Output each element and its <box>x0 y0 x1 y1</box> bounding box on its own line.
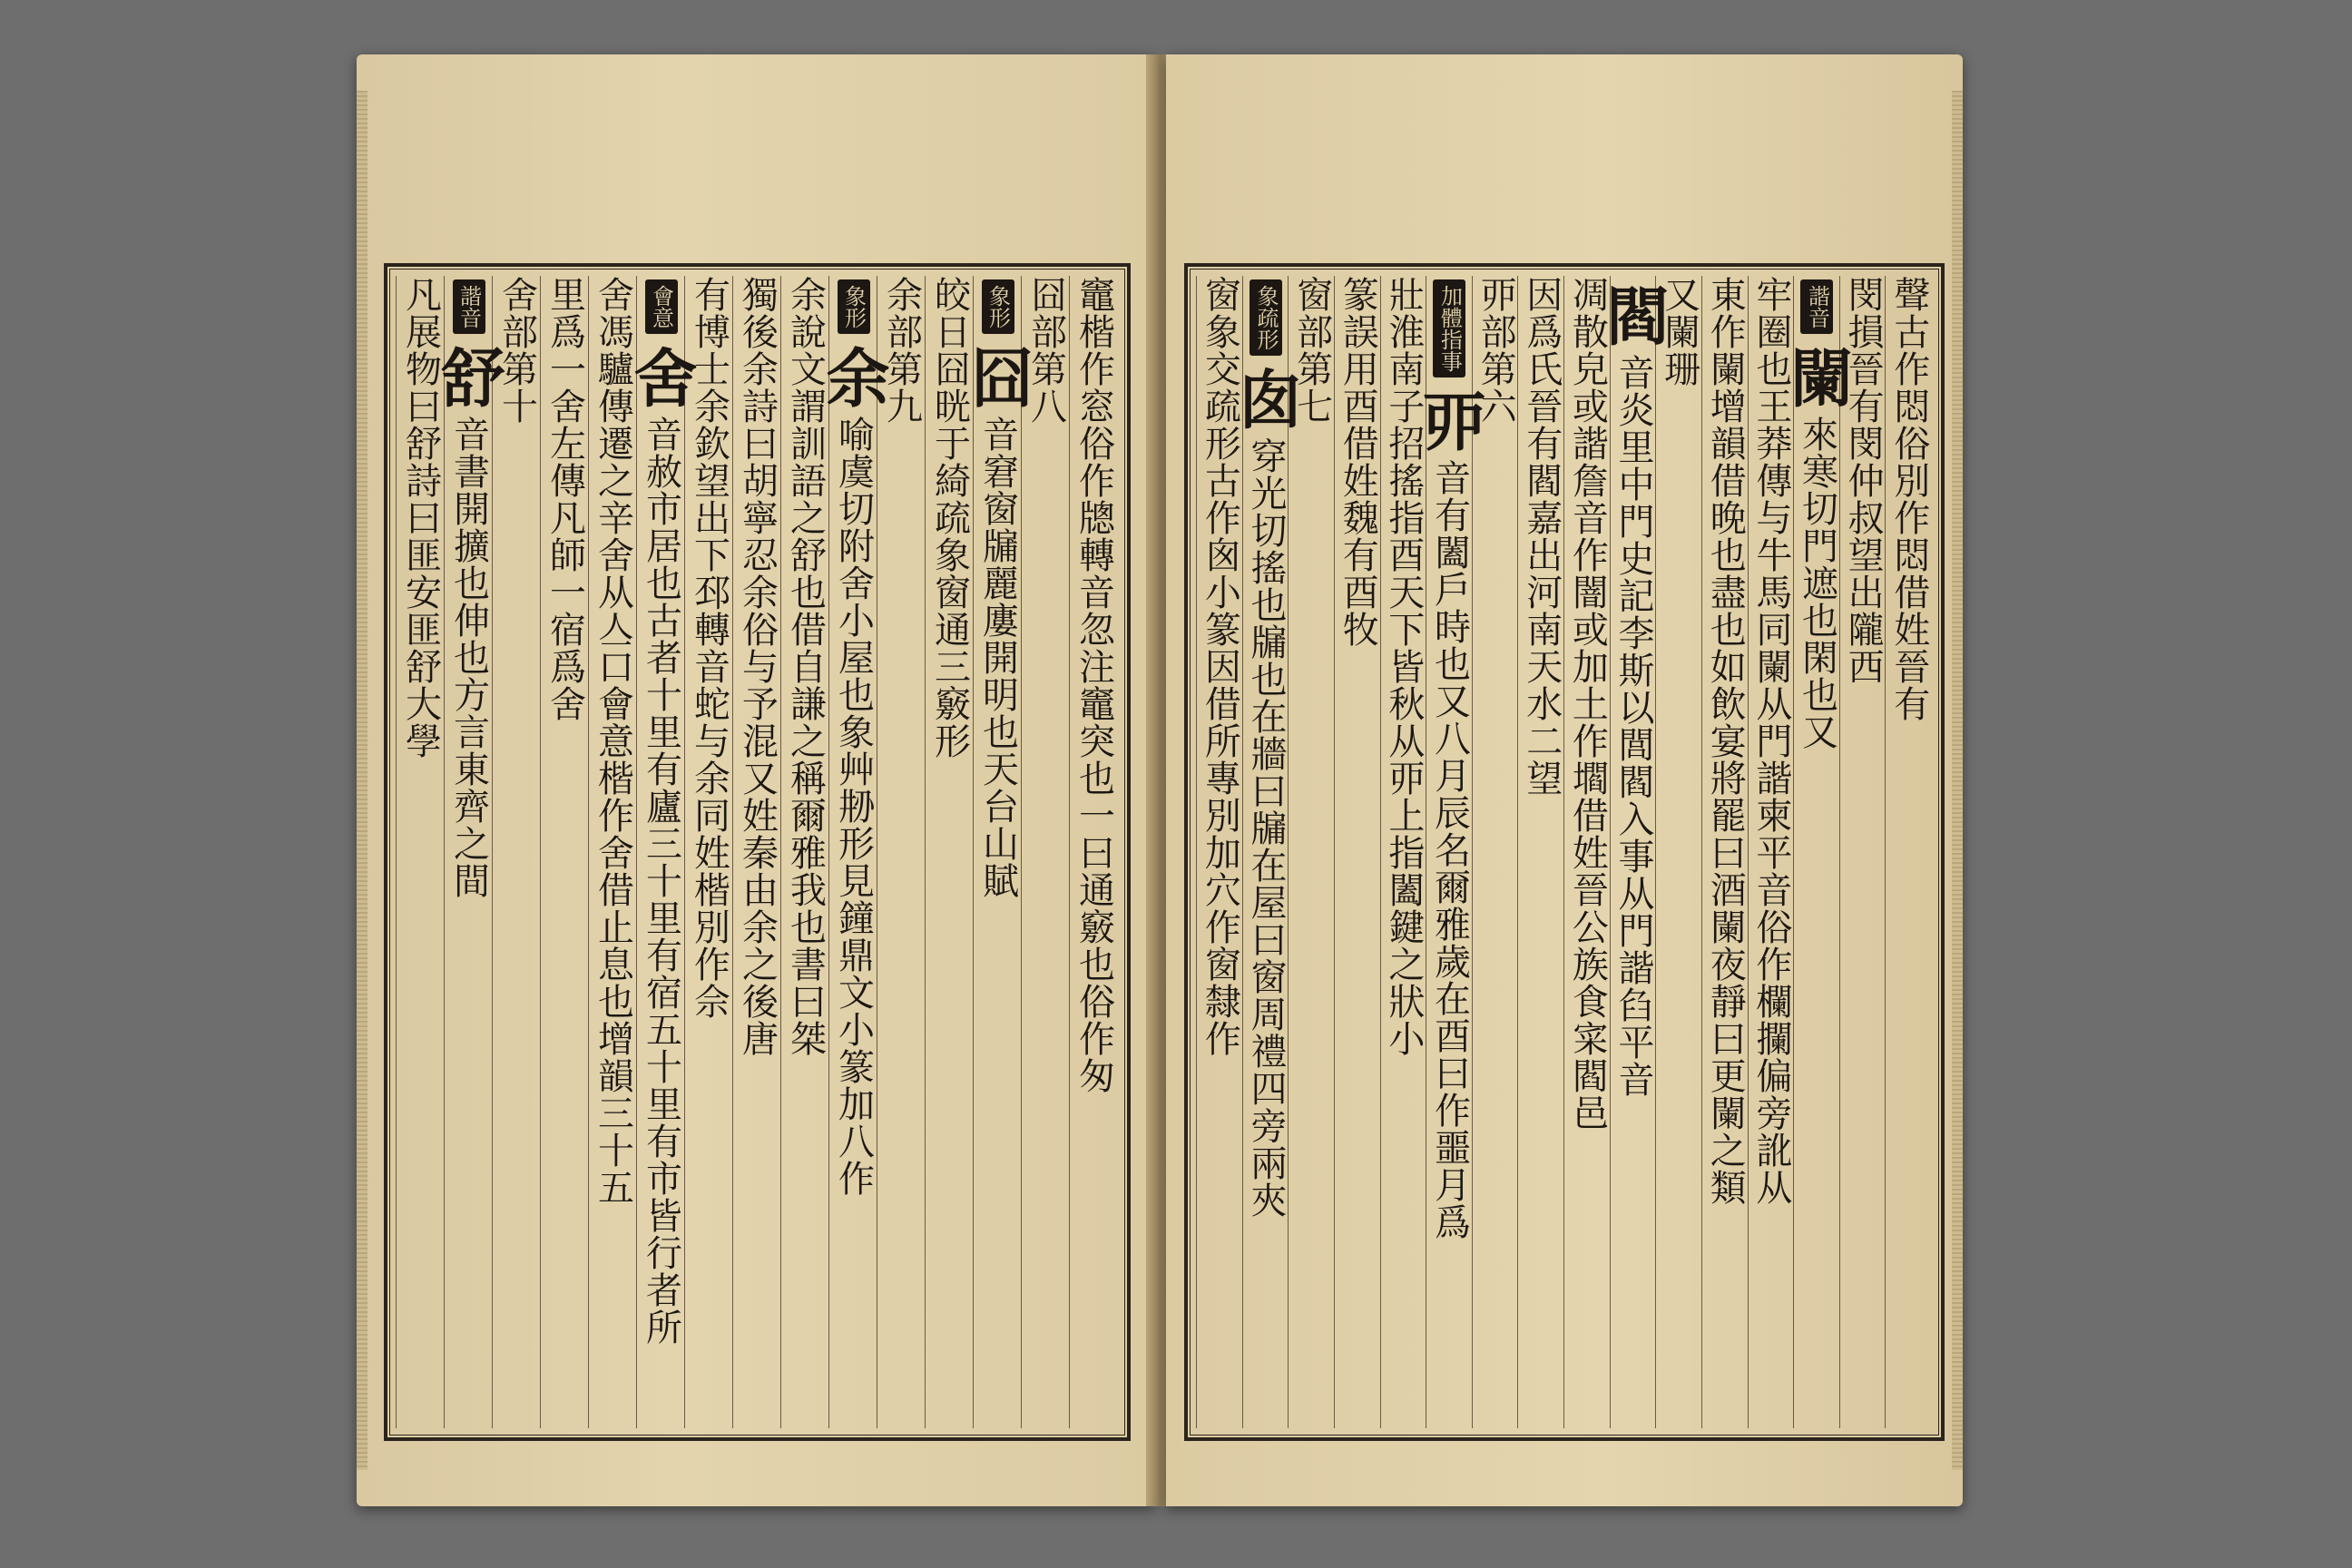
seal-label: 諧音 <box>453 279 485 334</box>
seal-label: 象形 <box>982 279 1014 334</box>
column-text: 東作闌增韻借晚也盡也如飲宴將罷曰酒闌夜靜曰更闌之類 <box>1704 276 1747 1206</box>
column-text: 獨後余詩曰胡寧忍余俗与予混又姓秦由余之後唐 <box>736 276 779 1057</box>
seal-label: 諧音 <box>1800 279 1833 334</box>
right-text-column <box>1288 276 1335 1428</box>
seal-label: 象疏形 <box>1250 279 1282 356</box>
column-text: 凡展物曰舒詩曰匪安匪舒大學 <box>399 276 442 760</box>
column-text: 篆誤用酉借姓魏有酉牧 <box>1337 276 1379 648</box>
column-text: 聲古作悶俗別作悶借姓晉有 <box>1887 276 1930 722</box>
right-text-column <box>1563 276 1611 1428</box>
left-text-column <box>588 276 637 1428</box>
left-text-column <box>540 276 589 1428</box>
column-text: 囧部第八 <box>1024 276 1067 425</box>
left-text-column <box>780 276 829 1428</box>
column-text: 因爲氏晉有閻嘉出河南天水二望 <box>1520 276 1563 797</box>
seal-label: 象形 <box>838 279 870 334</box>
left-text-column <box>684 276 733 1428</box>
right-text-column <box>1655 276 1702 1428</box>
open-book <box>357 54 1963 1506</box>
headword-character: 閻 <box>1595 283 1671 347</box>
right-text-column <box>1885 276 1932 1428</box>
left-text-column <box>623 276 699 1428</box>
left-text-frame <box>384 263 1131 1441</box>
column-text: 音赦市居也古者十里有廬三十里有宿五十里有市皆行者所 <box>640 416 682 1346</box>
left-text-column <box>960 276 1035 1428</box>
column-text: 音書開擴也伸也方言東齊之間 <box>447 416 490 899</box>
right-text-column <box>1228 276 1304 1428</box>
left-text-column <box>492 276 541 1428</box>
left-text-column <box>431 276 506 1428</box>
page-edge-left <box>357 91 368 1470</box>
left-text-column <box>1021 276 1070 1428</box>
headword-character: 余 <box>816 345 891 408</box>
right-text-column <box>1380 276 1427 1428</box>
right-text-column <box>1839 276 1886 1428</box>
column-text: 窗象交疏形古作囪小篆因借所專別加穴作窗隸作 <box>1199 276 1241 1057</box>
column-text: 余部第九 <box>880 276 923 425</box>
column-text: 舍部第十 <box>495 276 538 425</box>
headword-character: 囧 <box>960 345 1035 408</box>
headword-character: 丣 <box>1411 388 1487 452</box>
left-text-column <box>1069 276 1118 1428</box>
right-text-column <box>1779 276 1855 1428</box>
right-text-column <box>1748 276 1795 1428</box>
left-page <box>357 54 1155 1506</box>
right-text-column <box>1701 276 1749 1428</box>
column-text: 丣部第六 <box>1475 276 1517 425</box>
right-text-column <box>1334 276 1381 1428</box>
left-text-column <box>925 276 974 1428</box>
column-text: 牢圈也王莽傳与牛馬同闌从門諧柬平音俗作欄攔偏旁訛从 <box>1749 276 1792 1206</box>
column-text: 壯淮南子招搖指酉天下皆秋从丣上指闔鍵之狀小 <box>1382 276 1425 1057</box>
right-page <box>1166 54 1963 1506</box>
column-text: 凋散皃或諧詹音作闇或加土作壛借姓晉公族食寀閻邑 <box>1566 276 1609 1132</box>
seal-label: 加體指事 <box>1433 279 1465 377</box>
left-text-column <box>816 276 891 1428</box>
right-text-column <box>1196 276 1243 1428</box>
right-text-frame <box>1184 263 1945 1441</box>
column-text: 里爲一舍左傳凡師一宿爲舍 <box>544 276 586 722</box>
headword-character: 舒 <box>431 345 506 408</box>
column-text: 閔損晉有閔仲叔望出隴西 <box>1842 276 1885 685</box>
left-text-column <box>396 276 445 1428</box>
column-text: 窗部第七 <box>1290 276 1333 425</box>
column-text: 竈楷作窓俗作牕轉音忽注竈突也一曰通竅也俗作匆 <box>1073 276 1115 1094</box>
headword-character: 舍 <box>623 345 699 408</box>
column-text: 皎日囧晄于綺疏象窗通三竅形 <box>928 276 971 760</box>
headword-character: 囱 <box>1228 367 1304 430</box>
column-text: 穿光切搖也牖也在牆曰牖在屋曰窗周禮四旁兩夾 <box>1244 437 1287 1219</box>
column-text: 余說文謂訓語之舒也借自謙之稱爾雅我也書曰桀 <box>784 276 827 1057</box>
left-text-column <box>877 276 926 1428</box>
column-text: 又闌珊 <box>1658 276 1700 387</box>
column-text: 音炎里中門史記李斯以閭閻入事从門諧臽平音 <box>1612 354 1654 1098</box>
column-text: 喻虞切附舍小屋也象艸刱形見鐘鼎文小篆加八作 <box>832 416 875 1197</box>
column-text: 音有闔戶時也又八月辰名爾雅歲在酉曰作噩月爲 <box>1428 459 1471 1240</box>
right-text-column <box>1595 276 1671 1428</box>
page-edge-right <box>1952 91 1963 1470</box>
left-text-column <box>732 276 781 1428</box>
column-text: 舍馮驢傳遷之辛舍从亼口會意楷作舍借止息也增韻三十五 <box>592 276 634 1206</box>
column-text: 音窘窗牖麗廔開明也天台山賦 <box>976 416 1019 899</box>
right-text-column <box>1411 276 1487 1428</box>
column-text: 來寒切門遮也閑也又 <box>1796 416 1838 750</box>
column-text: 有博士余欽望出下邳轉音蛇与余同姓楷別作佘 <box>688 276 730 1020</box>
right-text-column <box>1517 276 1564 1428</box>
seal-label: 會意 <box>645 279 678 334</box>
headword-character: 闌 <box>1779 345 1855 408</box>
